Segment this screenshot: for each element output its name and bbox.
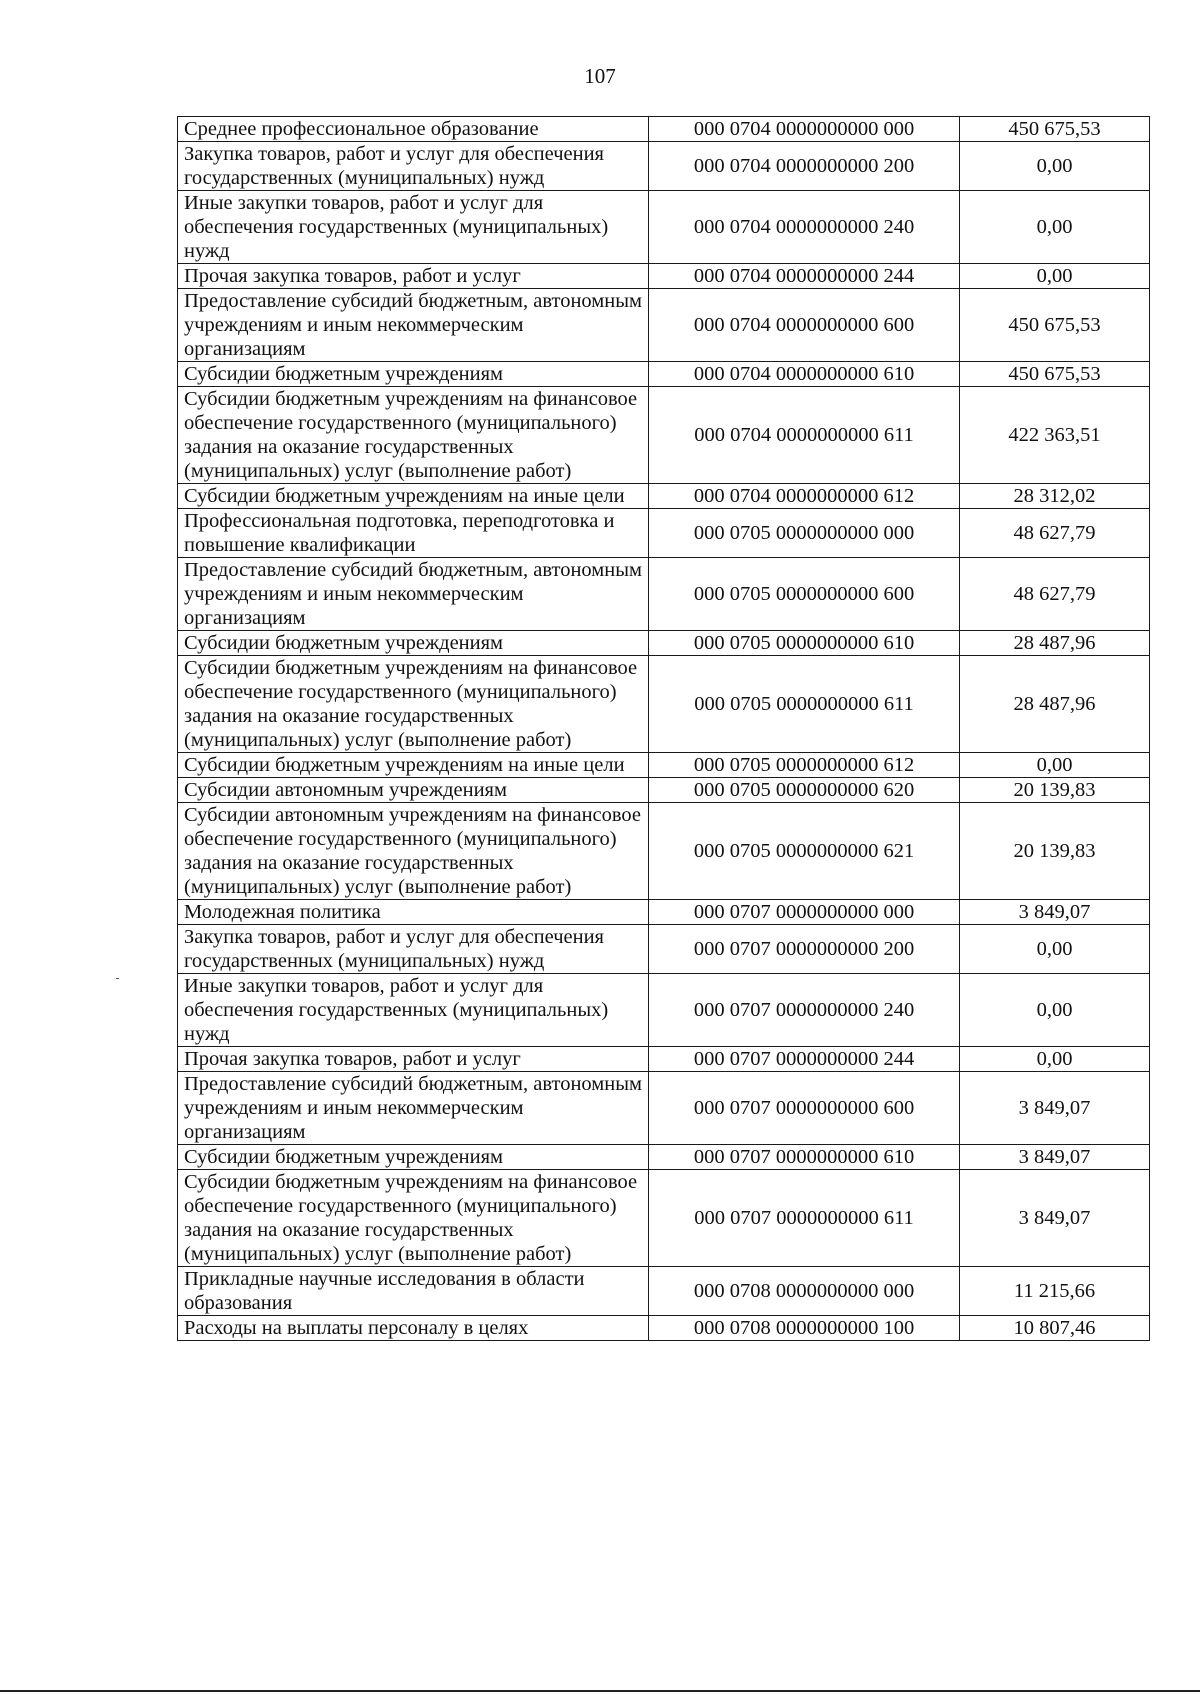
row-name: Иные закупки товаров, работ и услуг для обеспечения государственных (муниципальных) нужд [178, 974, 649, 1047]
row-sum: 0,00 [960, 142, 1150, 191]
table-row [178, 1145, 1150, 1170]
row-name: Субсидии бюджетным учреждениям на финансовое обеспечение государственного (муниципального) задания на оказание государственных (муниципальных) услуг (выполнение работ) [178, 1170, 649, 1267]
row-sum: 48 627,79 [960, 509, 1150, 558]
row-name: Прикладные научные исследования в области образования [178, 1267, 649, 1316]
table-row [178, 264, 1150, 289]
row-name: Предоставление субсидий бюджетным, автономным учреждениям и иным некоммерческим организациям [178, 1072, 649, 1145]
table-row [178, 803, 1150, 900]
row-name: Субсидии бюджетным учреждениям на иные цели [178, 753, 649, 778]
table-row [178, 631, 1150, 656]
row-code: 000 0704 0000000000 240 [649, 191, 960, 264]
row-name: Иные закупки товаров, работ и услуг для обеспечения государственных (муниципальных) нужд [178, 191, 649, 264]
row-sum: 3 849,07 [960, 1072, 1150, 1145]
table-row [178, 1047, 1150, 1072]
row-sum: 0,00 [960, 264, 1150, 289]
table-row [178, 558, 1150, 631]
table-row [178, 484, 1150, 509]
row-code: 000 0707 0000000000 244 [649, 1047, 960, 1072]
row-sum: 28 487,96 [960, 631, 1150, 656]
row-sum: 28 312,02 [960, 484, 1150, 509]
row-code: 000 0704 0000000000 600 [649, 289, 960, 362]
row-code: 000 0704 0000000000 200 [649, 142, 960, 191]
row-sum: 0,00 [960, 1047, 1150, 1072]
table-row [178, 656, 1150, 753]
page-number: 107 [584, 64, 616, 88]
row-code: 000 0707 0000000000 600 [649, 1072, 960, 1145]
row-code: 000 0705 0000000000 621 [649, 803, 960, 900]
row-code: 000 0708 0000000000 000 [649, 1267, 960, 1316]
row-name: Профессиональная подготовка, переподготовка и повышение квалификации [178, 509, 649, 558]
table-row [178, 1267, 1150, 1316]
row-code: 000 0705 0000000000 611 [649, 656, 960, 753]
row-sum: 450 675,53 [960, 117, 1150, 142]
row-code: 000 0705 0000000000 610 [649, 631, 960, 656]
row-code: 000 0704 0000000000 612 [649, 484, 960, 509]
table-row [178, 117, 1150, 142]
row-sum: 3 849,07 [960, 1145, 1150, 1170]
row-name: Субсидии бюджетным учреждениям [178, 362, 649, 387]
row-sum: 3 849,07 [960, 900, 1150, 925]
table-row [178, 362, 1150, 387]
budget-table [177, 116, 1150, 1341]
row-name: Субсидии бюджетным учреждениям на иные цели [178, 484, 649, 509]
row-sum: 422 363,51 [960, 387, 1150, 484]
row-name: Субсидии автономным учреждениям на финансовое обеспечение государственного (муниципального) задания на оказание государственных (муниципальных) услуг (выполнение работ) [178, 803, 649, 900]
row-name: Субсидии бюджетным учреждениям на финансовое обеспечение государственного (муниципального) задания на оказание государственных (муниципальных) услуг (выполнение работ) [178, 387, 649, 484]
row-code: 000 0705 0000000000 600 [649, 558, 960, 631]
row-sum: 20 139,83 [960, 778, 1150, 803]
table-row [178, 900, 1150, 925]
table-row [178, 142, 1150, 191]
table-row [178, 1072, 1150, 1145]
table-row [178, 509, 1150, 558]
row-name: Предоставление субсидий бюджетным, автономным учреждениям и иным некоммерческим организациям [178, 289, 649, 362]
table-row [178, 925, 1150, 974]
row-code: 000 0707 0000000000 240 [649, 974, 960, 1047]
row-sum: 10 807,46 [960, 1316, 1150, 1341]
row-name: Среднее профессиональное образование [178, 117, 649, 142]
row-sum: 0,00 [960, 191, 1150, 264]
row-code: 000 0704 0000000000 000 [649, 117, 960, 142]
row-code: 000 0704 0000000000 611 [649, 387, 960, 484]
row-name: Расходы на выплаты персоналу в целях [178, 1316, 649, 1341]
row-name: Субсидии автономным учреждениям [178, 778, 649, 803]
table-row [178, 289, 1150, 362]
row-sum: 0,00 [960, 974, 1150, 1047]
row-name: Закупка товаров, работ и услуг для обеспечения государственных (муниципальных) нужд [178, 925, 649, 974]
row-name: Прочая закупка товаров, работ и услуг [178, 264, 649, 289]
row-sum: 450 675,53 [960, 362, 1150, 387]
table-row [178, 387, 1150, 484]
row-code: 000 0707 0000000000 200 [649, 925, 960, 974]
table-row [178, 778, 1150, 803]
table-row [178, 1170, 1150, 1267]
row-sum: 48 627,79 [960, 558, 1150, 631]
row-sum: 0,00 [960, 925, 1150, 974]
row-name: Молодежная политика [178, 900, 649, 925]
row-sum: 0,00 [960, 753, 1150, 778]
row-code: 000 0707 0000000000 610 [649, 1145, 960, 1170]
row-code: 000 0704 0000000000 244 [649, 264, 960, 289]
row-code: 000 0705 0000000000 612 [649, 753, 960, 778]
row-name: Прочая закупка товаров, работ и услуг [178, 1047, 649, 1072]
row-code: 000 0708 0000000000 100 [649, 1316, 960, 1341]
table-row [178, 753, 1150, 778]
row-name: Закупка товаров, работ и услуг для обеспечения государственных (муниципальных) нужд [178, 142, 649, 191]
table-row [178, 1316, 1150, 1341]
row-sum: 450 675,53 [960, 289, 1150, 362]
row-code: 000 0707 0000000000 000 [649, 900, 960, 925]
row-code: 000 0705 0000000000 620 [649, 778, 960, 803]
table-row [178, 974, 1150, 1047]
row-code: 000 0705 0000000000 000 [649, 509, 960, 558]
row-name: Субсидии бюджетным учреждениям на финансовое обеспечение государственного (муниципального) задания на оказание государственных (муниципальных) услуг (выполнение работ) [178, 656, 649, 753]
page-edge-line [0, 1690, 1200, 1692]
scan-artifact [116, 978, 119, 979]
row-name: Субсидии бюджетным учреждениям [178, 631, 649, 656]
row-sum: 3 849,07 [960, 1170, 1150, 1267]
row-sum: 11 215,66 [960, 1267, 1150, 1316]
row-code: 000 0704 0000000000 610 [649, 362, 960, 387]
row-code: 000 0707 0000000000 611 [649, 1170, 960, 1267]
table-row [178, 191, 1150, 264]
table-body [178, 117, 1150, 1341]
row-sum: 20 139,83 [960, 803, 1150, 900]
row-sum: 28 487,96 [960, 656, 1150, 753]
row-name: Субсидии бюджетным учреждениям [178, 1145, 649, 1170]
row-name: Предоставление субсидий бюджетным, автономным учреждениям и иным некоммерческим организациям [178, 558, 649, 631]
